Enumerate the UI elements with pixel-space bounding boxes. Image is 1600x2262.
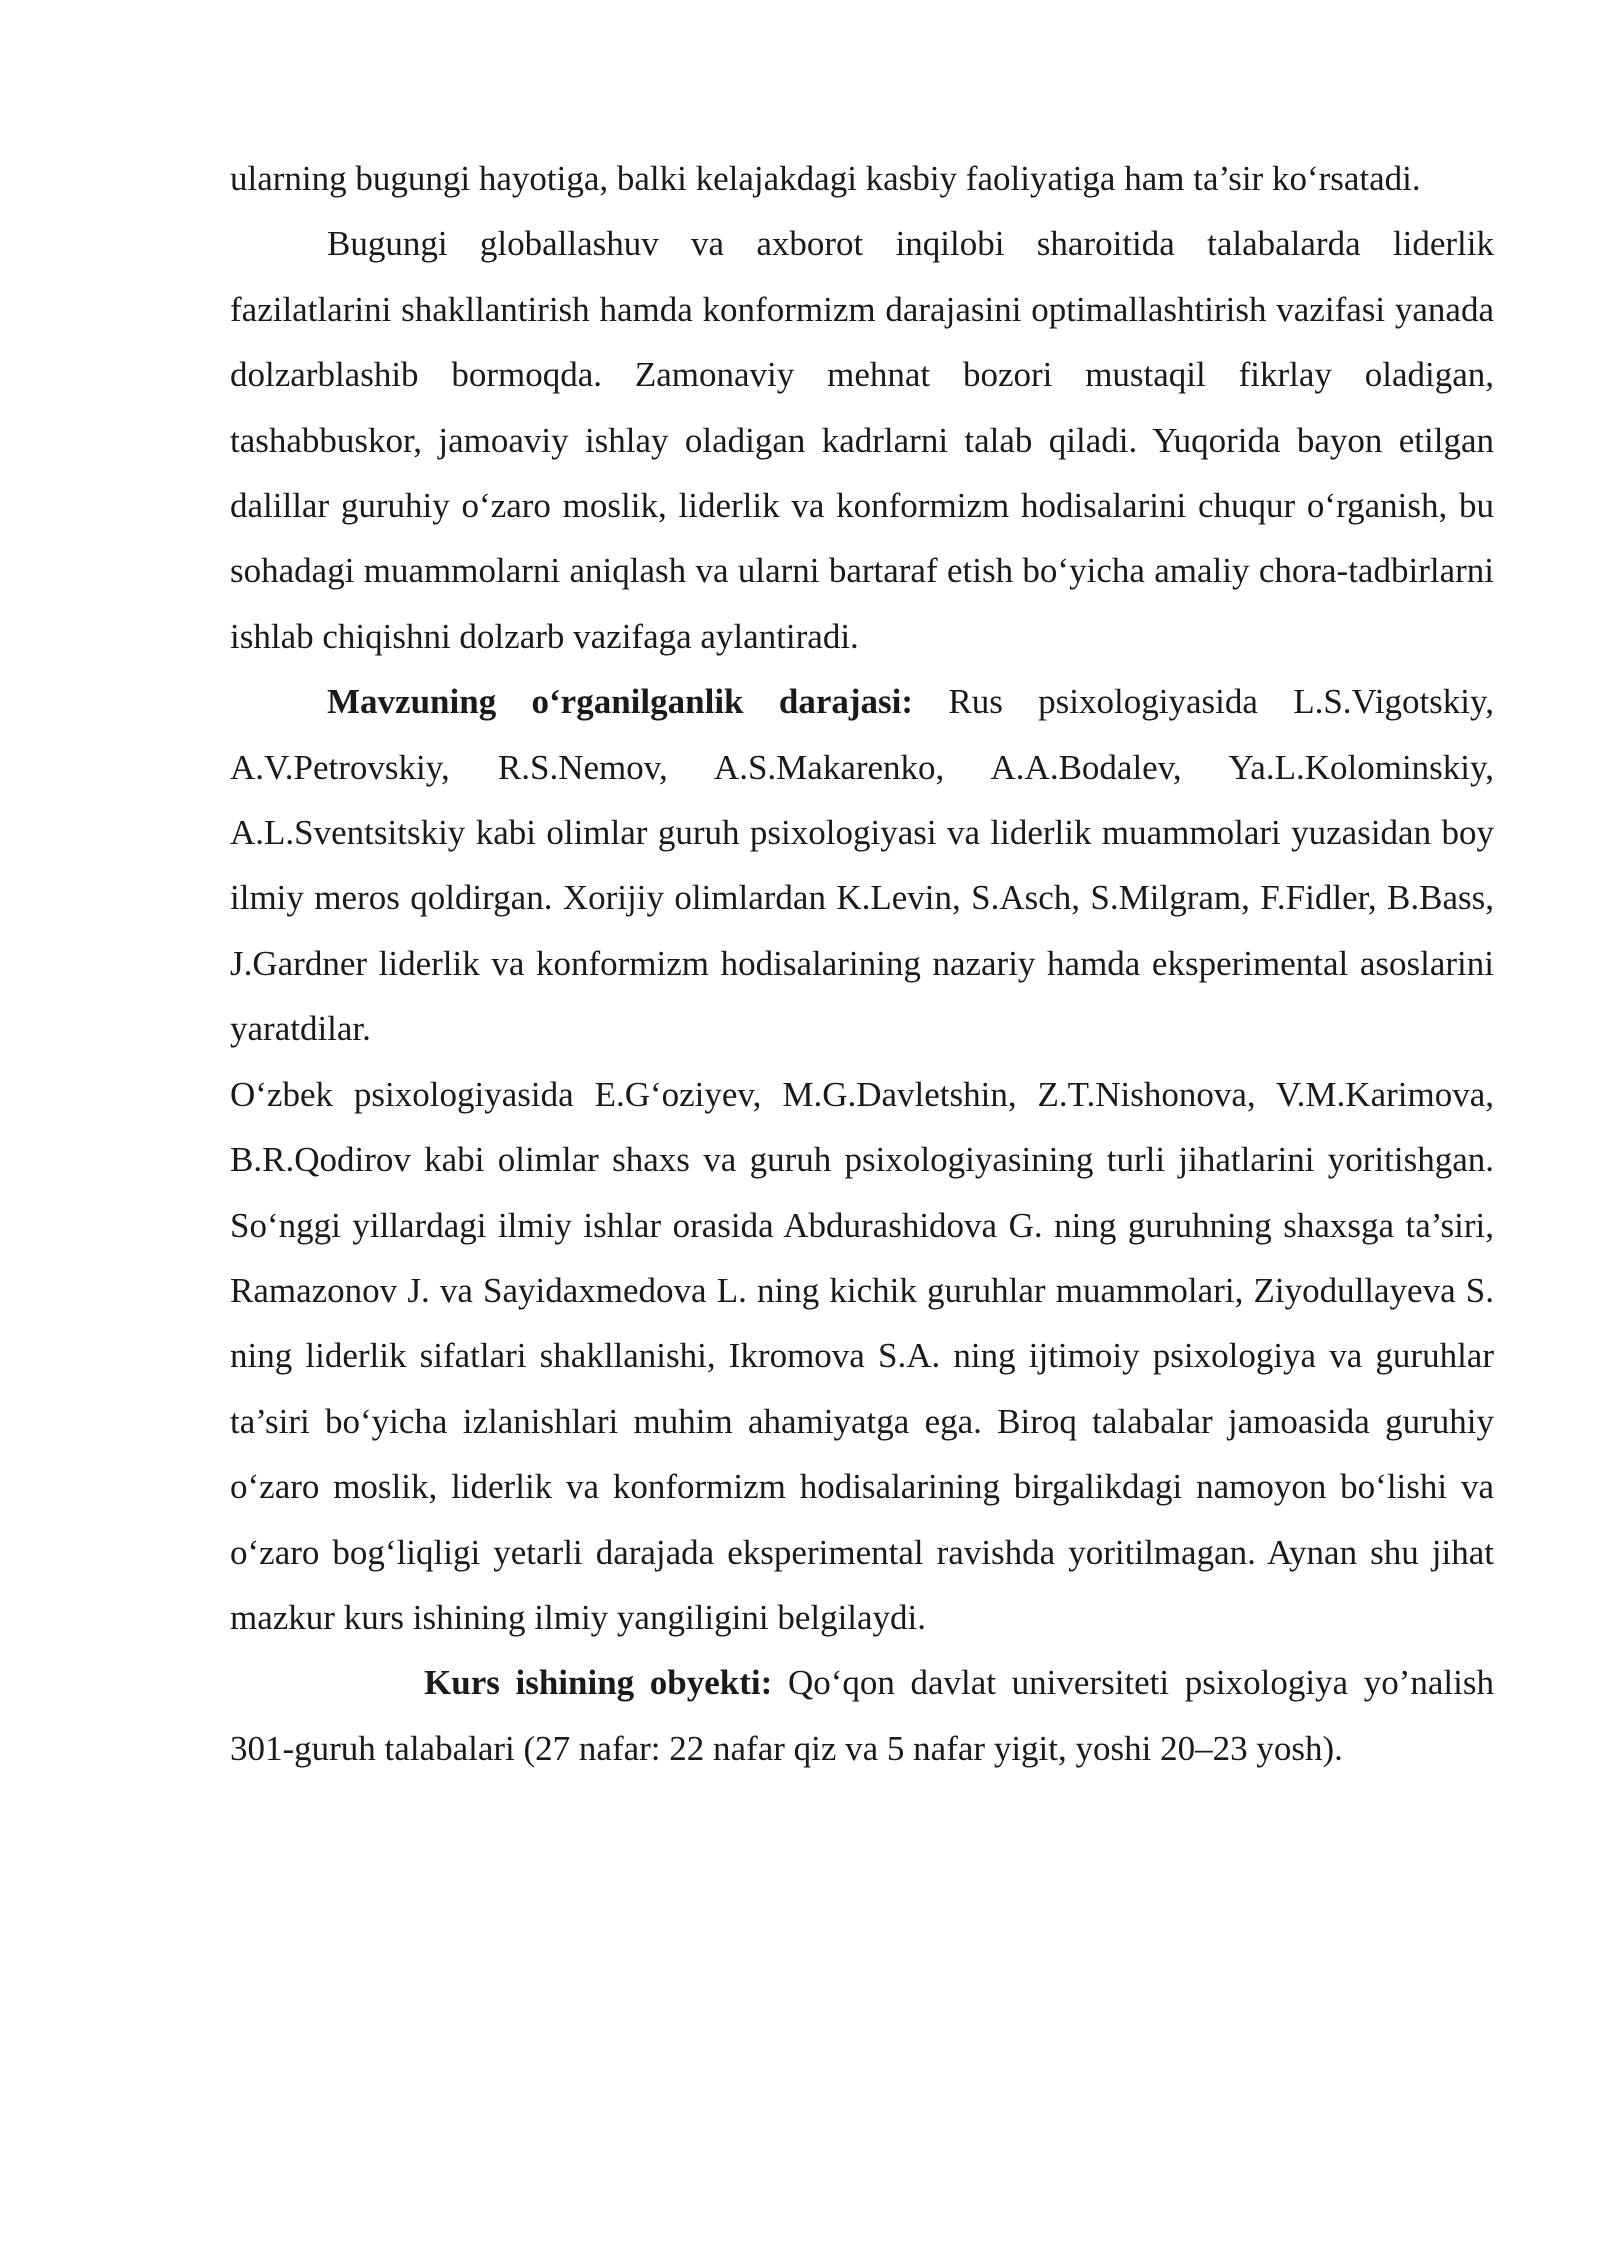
paragraph-text: Bugungi globallashuv va axborot inqilobi sharoitida talabalarda liderlik fazilatlarini shakllantirish hamda konformizm darajasini optimallashtirish vazifasi yanada dolzarblashib bormoqda. Zamonaviy mehnat bozori mustaqil fikrlay oladigan, tashabbuskor, jamoaviy ishlay oladigan kadrlarni talab qiladi. Yuqorida bayon etilgan dalillar guruhiy o‘zaro moslik, liderlik va konformizm hodisalarini chuqur o‘rganish, bu sohadagi muammolarni aniqlash va ularni bartaraf etish bo‘yicha amaliy chora-tadbirlarni ishlab chiqishni dolzarb vazifaga aylantiradi. — [230, 224, 1494, 656]
section-heading-research-object: Kurs ishining obyekti: — [424, 1663, 773, 1703]
document-body — [230, 146, 1494, 1781]
paragraph-relevance — [230, 211, 1494, 669]
section-heading-research-degree: Mavzuning o‘rganilganlik darajasi: — [327, 682, 914, 722]
paragraph-text: ularning bugungi hayotiga, balki kelajakdagi kasbiy faoliyatiga ham ta’sir ko‘rsatadi. — [230, 159, 1421, 198]
paragraph-continuation — [230, 146, 1494, 211]
paragraph-uzbek-psychology — [230, 1062, 1494, 1651]
paragraph-text: O‘zbek psixologiyasida E.G‘oziyev, M.G.Davletshin, Z.T.Nishonova, V.M.Karimova, B.R.Qodirov kabi olimlar shaxs va guruh psixologiyasining turli jihatlarini yoritishgan. So‘nggi yillardagi ilmiy ishlar orasida Abdurashidova G. ning guruhning shaxsga ta’siri, Ramazonov J. va Sayidaxmedova L. ning kichik guruhlar muammolari, Ziyodullayeva S. ning liderlik sifatlari shakllanishi, Ikromova S.A. ning ijtimoiy psixologiya va guruhlar ta’siri bo‘yicha izlanishlari muhim ahamiyatga ega. Biroq talabalar jamoasida guruhiy o‘zaro moslik, liderlik va konformizm hodisalarining birgalikdagi namoyon bo‘lishi va o‘zaro bog‘liqligi yetarli darajada eksperimental ravishda yoritilmagan. Aynan shu jihat mazkur kurs ishining ilmiy yangiligini belgilaydi. — [230, 1074, 1494, 1637]
paragraph-research-object — [230, 1650, 1494, 1781]
paragraph-text: Qo‘qon davlat universiteti psixologiya yo’nalish 301-guruh talabalari (27 nafar: 22 nafar qiz va 5 nafar yigit, yoshi 20–23 yosh). — [230, 1663, 1494, 1768]
paragraph-research-degree — [230, 669, 1494, 1061]
paragraph-text: Rus psixologiyasida L.S.Vigotskiy, A.V.Petrovskiy, R.S.Nemov, A.S.Makarenko, A.A.Bodalev, Ya.L.Kolominskiy, A.L.Sventsitskiy kabi olimlar guruh psixologiyasi va liderlik muammolari yuzasidan boy ilmiy meros qoldirgan. Xorijiy olimlardan K.Levin, S.Asch, S.Milgram, F.Fidler, B.Bass, J.Gardner liderlik va konformizm hodisalarining nazariy hamda eksperimental asoslarini yaratdilar. — [230, 682, 1494, 1049]
